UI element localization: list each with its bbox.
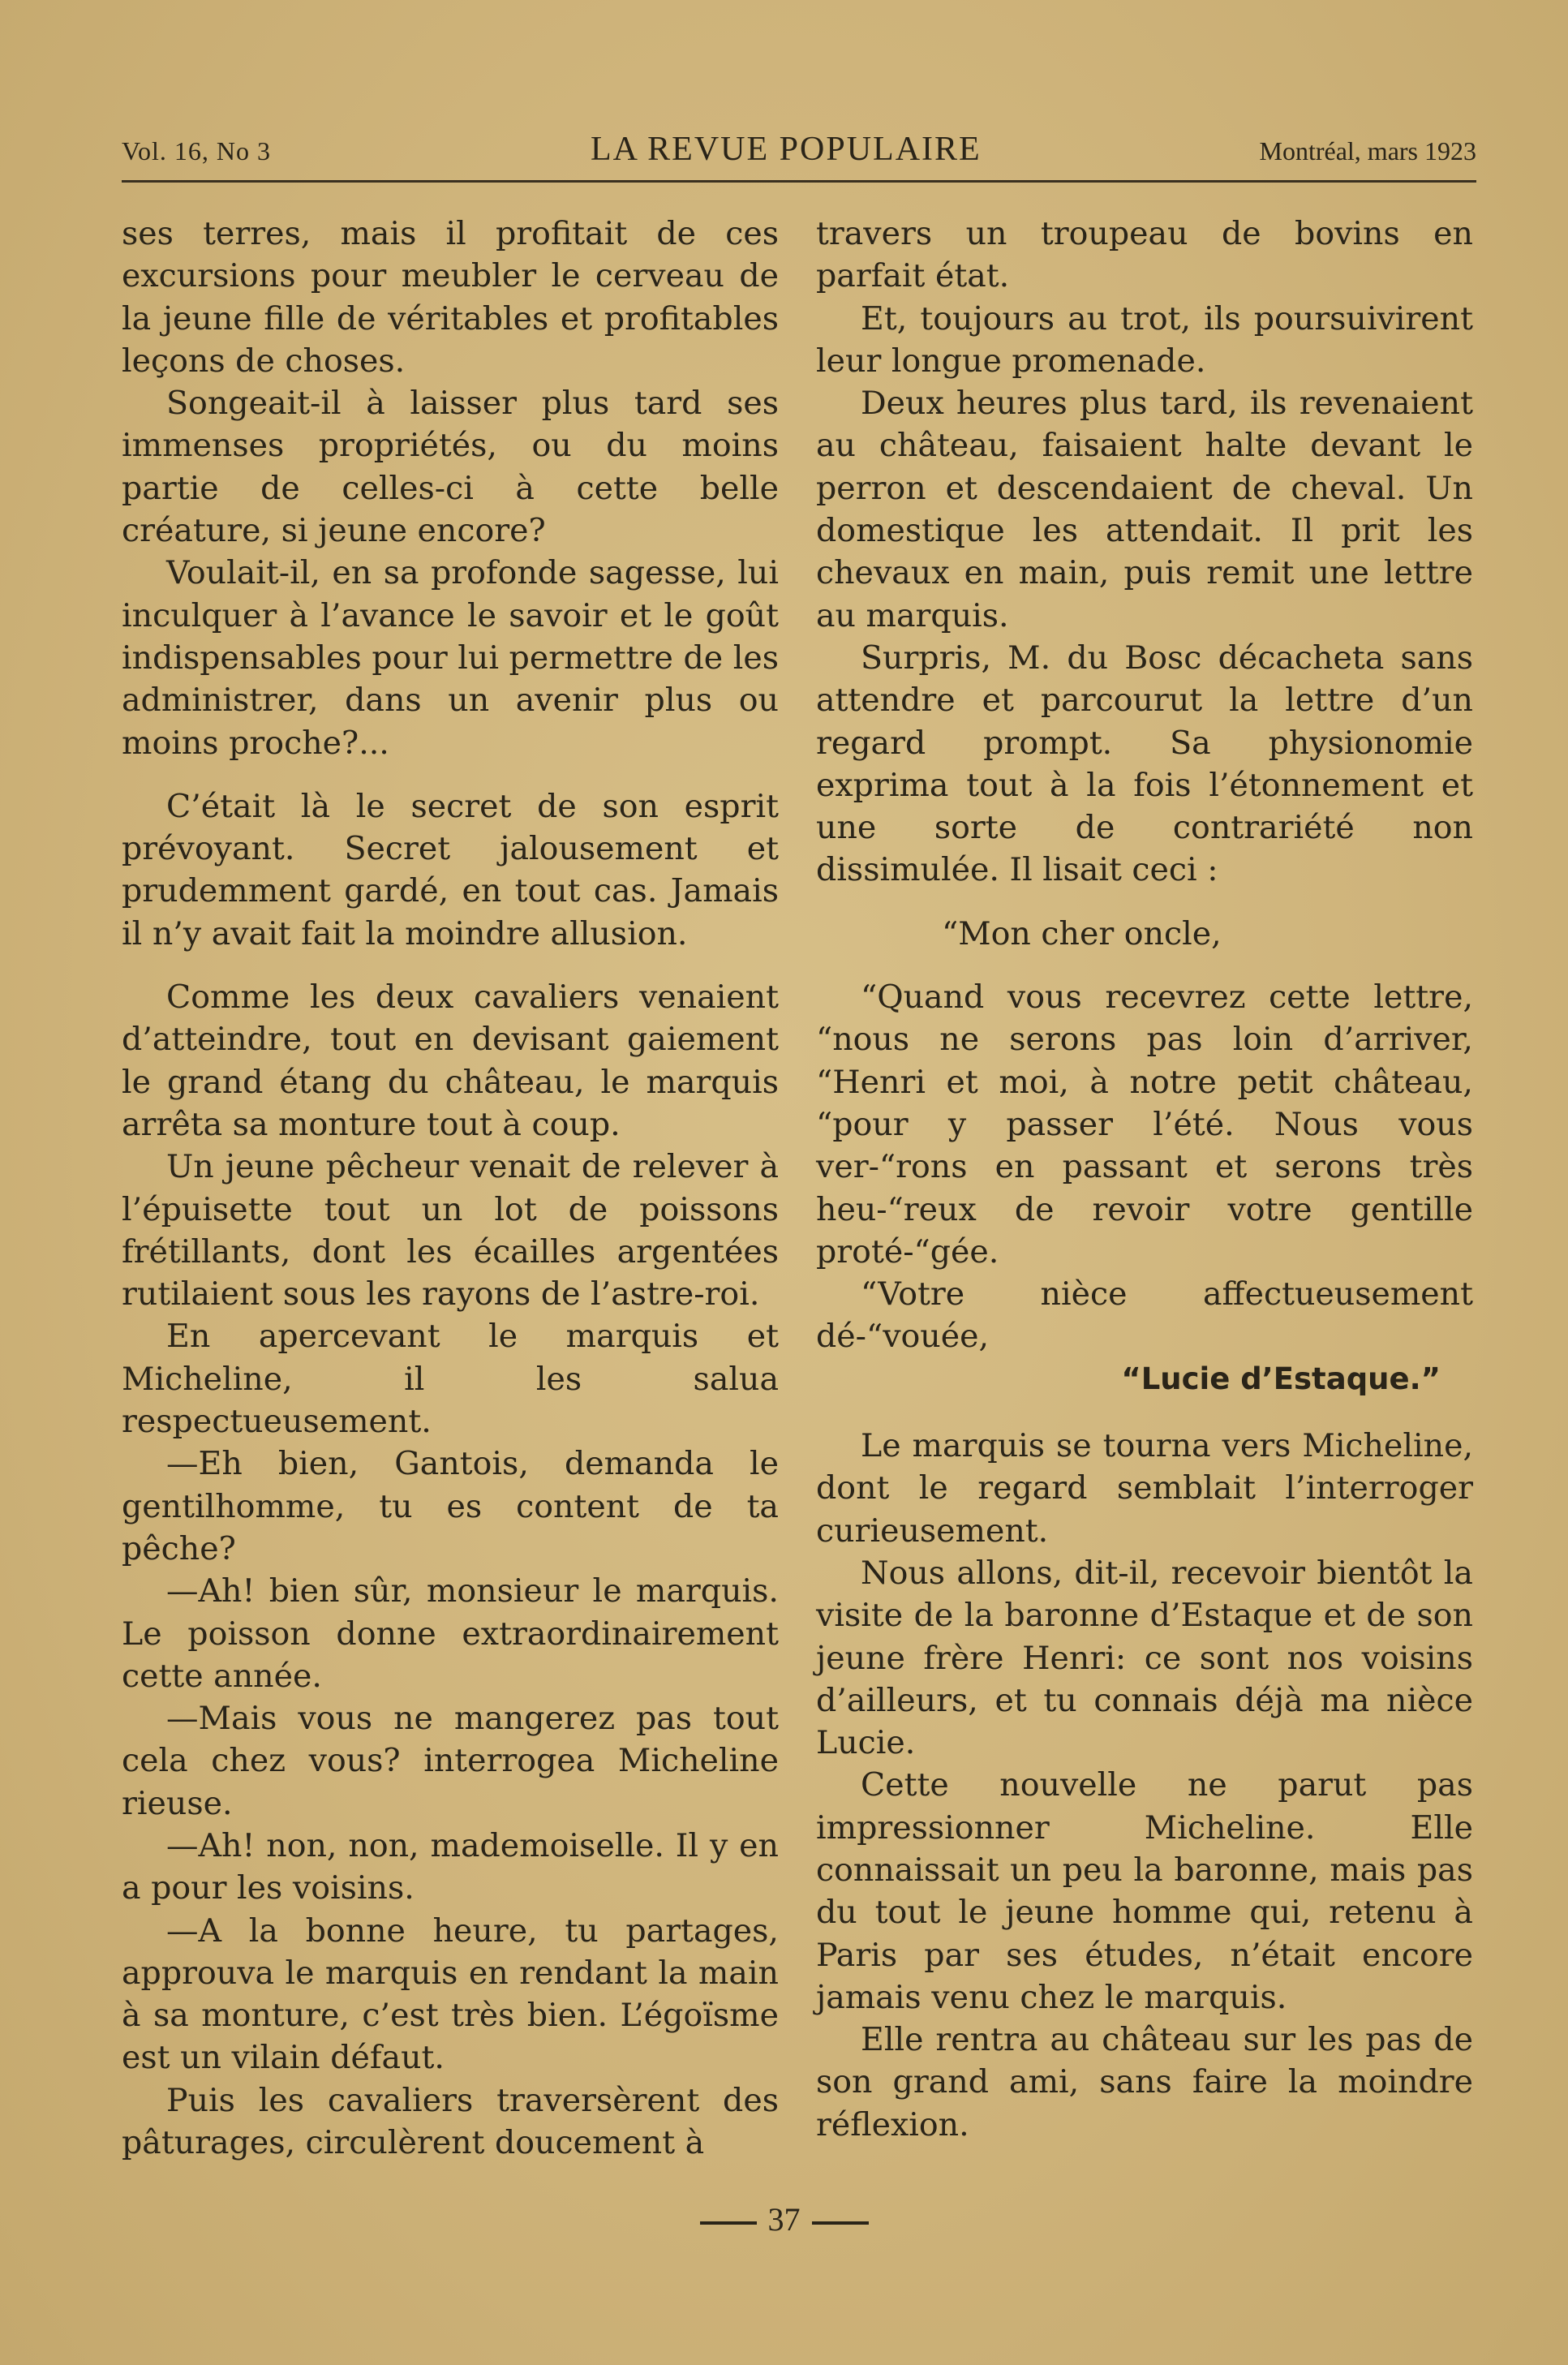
paragraph: Comme les deux cavaliers venaient d’atteindre, tout en devisant gaiement le grand étang du château, le marquis arrêta sa monture tout à coup. — [122, 978, 779, 1143]
paragraph: travers un troupeau de bovins en parfait état. — [816, 215, 1473, 295]
paragraph: Puis les cavaliers traversèrent des pâturages, circulèrent doucement à — [122, 2081, 779, 2162]
paragraph: Nous allons, dit-il, recevoir bientôt la visite de la baronne d’Estaque et de son jeune frère Henri: ce sont nos voisins d’ailleurs, et tu connais déjà ma nièce Lucie. — [816, 1554, 1473, 1762]
letter-salutation: “Mon cher oncle, — [942, 914, 1222, 952]
paragraph: Surpris, M. du Bosc décacheta sans attendre et parcourut la lettre d’un regard prompt. Sa physionomie exprima tout à la fois l’étonnement et une sorte de contrariété non dissimulée. Il lisait ceci : — [816, 639, 1473, 889]
volume-number: Vol. 16, No 3 — [122, 136, 271, 166]
page-footer — [0, 2200, 1568, 2238]
folio-dash-left — [700, 2221, 757, 2225]
right-column — [816, 213, 1473, 2146]
letter-body: “Quand vous recevrez cette lettre, “nous ne serons pas loin d’arriver, “Henri et moi, à notre petit château, “pour y passer l’été. Nous vous ver-“rons en passant et serons très heu-“reux de revoir votre gentille proté-“gée. — [816, 978, 1473, 1271]
paragraph: ses terres, mais il profitait de ces excursions pour meubler le cerveau de la jeune fille de véritables et profitables leçons de choses. — [122, 215, 779, 380]
letter-signature: “Lucie d’Estaque.” — [1121, 1361, 1441, 1396]
dialogue-line: —A la bonne heure, tu partages, approuva le marquis en rendant la main à sa monture, c’est très bien. L’égoïsme est un vilain défaut. — [122, 1911, 779, 2077]
left-column — [122, 213, 779, 2164]
paragraph: Et, toujours au trot, ils poursuivirent leur longue promenade. — [816, 299, 1473, 380]
paragraph: Le marquis se tourna vers Micheline, dont le regard semblait l’interroger curieusement. — [816, 1427, 1473, 1550]
letter-closing: “Votre nièce affectueusement dé-“vouée, — [816, 1275, 1473, 1356]
page-number: 37 — [767, 2201, 801, 2238]
paragraph: En apercevant le marquis et Micheline, il les salua respectueusement. — [122, 1318, 779, 1441]
paragraph: Elle rentra au château sur les pas de son grand ami, sans faire la moindre réflexion. — [816, 2021, 1473, 2144]
paragraph: Un jeune pêcheur venait de relever à l’épuisette tout un lot de poissons frétillants, dont les écailles argentées rutilaient sous les rayons de l’astre-roi. — [122, 1148, 779, 1314]
publication-title: LA REVUE POPULAIRE — [591, 131, 982, 168]
paragraph: Voulait-il, en sa profonde sagesse, lui inculquer à l’avance le savoir et le goût indispensables pour lui permettre de les administrer, dans un avenir plus ou moins proche?... — [122, 554, 779, 762]
dialogue-line: —Ah! bien sûr, monsieur le marquis. Le poisson donne extraordinairement cette année. — [122, 1572, 779, 1695]
paragraph: Deux heures plus tard, ils revenaient au château, faisaient halte devant le perron et descendaient de cheval. Un domestique les attendait. Il prit les chevaux en main, puis remit une lettre au marquis. — [816, 385, 1473, 634]
dialogue-line: —Mais vous ne mangerez pas tout cela chez vous? interrogea Micheline rieuse. — [122, 1700, 779, 1822]
header-rule — [122, 180, 1476, 183]
folio-dash-right — [812, 2221, 869, 2225]
dialogue-line: —Eh bien, Gantois, demanda le gentilhomme, tu es content de ta pêche? — [122, 1445, 779, 1567]
paragraph: Cette nouvelle ne parut pas impressionner Micheline. Elle connaissait un peu la baronne, mais pas du tout le jeune homme qui, retenu à Paris par ses études, n’était encore jamais venu chez le marquis. — [816, 1766, 1473, 2016]
issue-date: Montréal, mars 1923 — [1259, 136, 1476, 166]
paragraph: C’était là le secret de son esprit prévoyant. Secret jalousement et prudemment gardé, en tout cas. Jamais il n’y avait fait la moindre allusion. — [122, 787, 779, 952]
dialogue-line: —Ah! non, non, mademoiselle. Il y en a pour les voisins. — [122, 1826, 779, 1907]
running-header — [122, 130, 1476, 170]
paragraph: Songeait-il à laisser plus tard ses immenses propriétés, ou du moins partie de celles-ci à cette belle créature, si jeune encore? — [122, 385, 779, 550]
